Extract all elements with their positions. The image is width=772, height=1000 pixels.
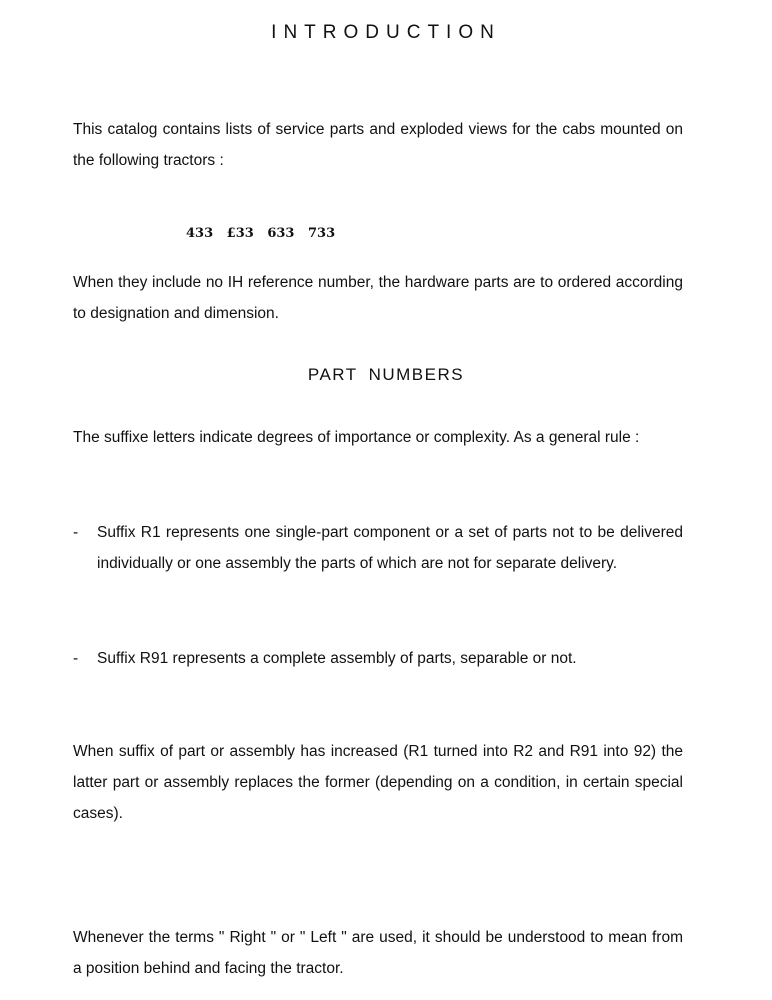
introduction-heading: INTRODUCTION — [271, 22, 501, 43]
bullet-text: Suffix R91 represents a complete assembly of parts, separable or not. — [97, 650, 577, 667]
bullet-mark: - — [73, 650, 79, 667]
bullet-text: Suffix R1 represents one single-part component or a set of parts not to be delivered individually or one assembly the parts of which are not for separate delivery. — [97, 524, 683, 572]
bullet-suffix-r1 — [73, 517, 683, 579]
catalog-paragraph: This catalog contains lists of service parts and exploded views for the cabs mounted on the following tractors : — [73, 121, 683, 169]
ih-reference-paragraph: When they include no IH reference number, the hardware parts are to ordered according to designation and dimension. — [73, 274, 683, 322]
tractor-models: 433 £33 633 733 — [186, 226, 336, 241]
suffix-increase-paragraph: When suffix of part or assembly has increased (R1 turned into R2 and R91 into 92) the latter part or assembly replaces the former (depending on a condition, in certain special cases). — [73, 743, 683, 822]
bullet-suffix-r91 — [73, 643, 683, 674]
suffix-paragraph: The suffixe letters indicate degrees of importance or complexity. As a general rule : — [73, 429, 640, 446]
bullet-mark: - — [73, 524, 79, 541]
right-left-terms-paragraph: Whenever the terms " Right " or " Left " are used, it should be understood to mean from a position behind and facing the tractor. — [73, 929, 683, 977]
part-numbers-heading: PART NUMBERS — [307, 365, 465, 384]
